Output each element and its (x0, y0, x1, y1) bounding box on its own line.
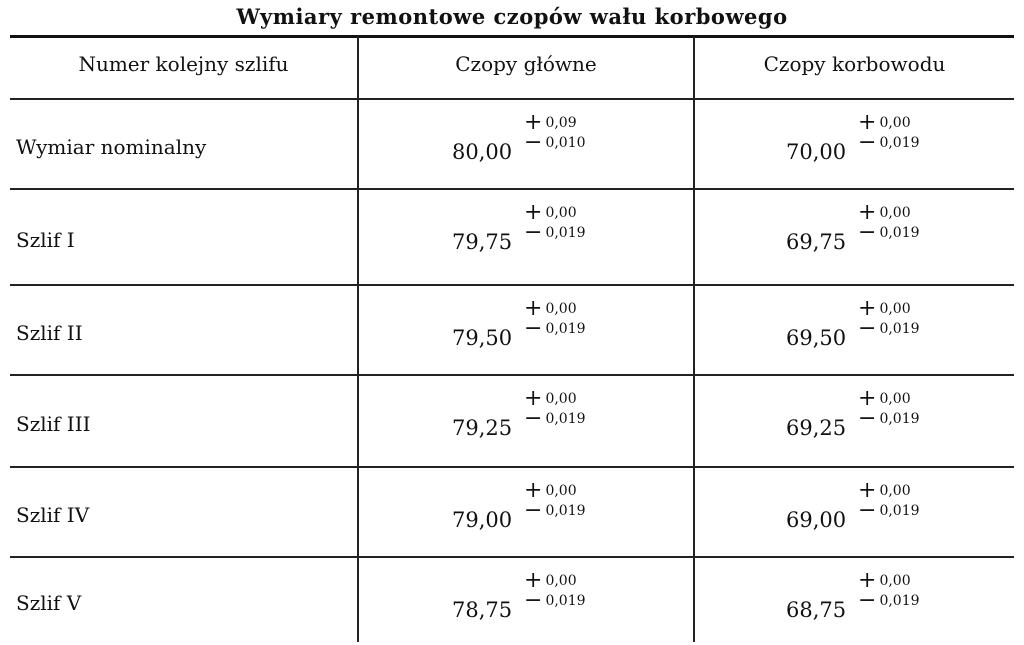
lower-tolerance-value: 0,019 (879, 135, 920, 151)
rod-journal-dimension (786, 568, 986, 632)
plus-sign: + (524, 568, 543, 593)
lower-tolerance (524, 130, 586, 155)
upper-tolerance-value: 0,00 (879, 483, 911, 499)
main-journal-dimension (452, 296, 652, 360)
lower-tolerance-value: 0,019 (879, 321, 920, 337)
upper-tolerance-value: 0,00 (545, 391, 577, 407)
lower-tolerance (524, 498, 586, 523)
minus-sign: − (858, 406, 877, 431)
row-label: Szlif IV (16, 503, 90, 527)
rod-journal-dimension (786, 478, 986, 542)
nominal-value: 79,75 (452, 230, 513, 254)
main-journal-dimension (452, 386, 652, 450)
lower-tolerance (524, 316, 586, 341)
header-grind-number: Numer kolejny szlifu (78, 52, 289, 76)
row-label: Wymiar nominalny (16, 135, 207, 159)
upper-tolerance-value: 0,00 (879, 573, 911, 589)
lower-tolerance (524, 588, 586, 613)
rod-journal-dimension (786, 296, 986, 360)
nominal-value: 79,25 (452, 416, 513, 440)
upper-tolerance-value: 0,00 (545, 205, 577, 221)
lower-tolerance-value: 0,019 (879, 225, 920, 241)
nominal-value: 79,00 (452, 508, 513, 532)
header-main-journals: Czopy główne (455, 52, 597, 76)
minus-sign: − (524, 130, 543, 155)
header-divider (10, 98, 1014, 100)
row-divider (10, 284, 1014, 286)
rod-journal-dimension (786, 200, 986, 264)
plus-sign: + (524, 296, 543, 321)
row-divider (10, 466, 1014, 468)
rod-journal-dimension (786, 110, 986, 174)
lower-tolerance-value: 0,019 (545, 225, 586, 241)
lower-tolerance-value: 0,010 (545, 135, 586, 151)
lower-tolerance-value: 0,019 (545, 503, 586, 519)
nominal-value: 69,50 (786, 326, 847, 350)
minus-sign: − (524, 316, 543, 341)
lower-tolerance (858, 406, 920, 431)
top-rule (10, 35, 1014, 38)
plus-sign: + (524, 478, 543, 503)
row-label: Szlif III (16, 412, 91, 436)
row-label: Szlif II (16, 321, 83, 345)
upper-tolerance-value: 0,00 (545, 483, 577, 499)
nominal-value: 69,00 (786, 508, 847, 532)
minus-sign: − (858, 498, 877, 523)
column-divider (357, 36, 359, 642)
main-journal-dimension (452, 478, 652, 542)
nominal-value: 68,75 (786, 598, 847, 622)
minus-sign: − (858, 220, 877, 245)
main-journal-dimension (452, 110, 652, 174)
minus-sign: − (858, 588, 877, 613)
column-divider (693, 36, 695, 642)
upper-tolerance-value: 0,00 (879, 205, 911, 221)
plus-sign: + (858, 110, 877, 135)
plus-sign: + (858, 296, 877, 321)
plus-sign: + (524, 110, 543, 135)
rod-journal-dimension (786, 386, 986, 450)
lower-tolerance (858, 130, 920, 155)
table-title: Wymiary remontowe czopów wału korbowego (236, 4, 788, 29)
minus-sign: − (858, 316, 877, 341)
lower-tolerance (858, 316, 920, 341)
minus-sign: − (524, 498, 543, 523)
row-label: Szlif I (16, 228, 75, 252)
upper-tolerance-value: 0,09 (545, 115, 577, 131)
lower-tolerance (524, 220, 586, 245)
minus-sign: − (524, 406, 543, 431)
nominal-value: 70,00 (786, 140, 847, 164)
plus-sign: + (524, 386, 543, 411)
plus-sign: + (858, 386, 877, 411)
plus-sign: + (858, 200, 877, 225)
lower-tolerance-value: 0,019 (879, 593, 920, 609)
plus-sign: + (524, 200, 543, 225)
minus-sign: − (858, 130, 877, 155)
lower-tolerance (524, 406, 586, 431)
main-journal-dimension (452, 200, 652, 264)
nominal-value: 69,75 (786, 230, 847, 254)
lower-tolerance-value: 0,019 (879, 411, 920, 427)
minus-sign: − (524, 588, 543, 613)
lower-tolerance-value: 0,019 (545, 411, 586, 427)
main-journal-dimension (452, 568, 652, 632)
upper-tolerance-value: 0,00 (879, 391, 911, 407)
row-divider (10, 556, 1014, 558)
upper-tolerance-value: 0,00 (545, 301, 577, 317)
plus-sign: + (858, 478, 877, 503)
nominal-value: 79,50 (452, 326, 513, 350)
row-label: Szlif V (16, 591, 82, 615)
lower-tolerance (858, 220, 920, 245)
upper-tolerance-value: 0,00 (879, 301, 911, 317)
lower-tolerance-value: 0,019 (879, 503, 920, 519)
plus-sign: + (858, 568, 877, 593)
row-divider (10, 374, 1014, 376)
lower-tolerance-value: 0,019 (545, 593, 586, 609)
nominal-value: 69,25 (786, 416, 847, 440)
lower-tolerance (858, 498, 920, 523)
nominal-value: 80,00 (452, 140, 513, 164)
row-divider (10, 188, 1014, 190)
header-rod-journals: Czopy korbowodu (763, 52, 946, 76)
lower-tolerance (858, 588, 920, 613)
upper-tolerance-value: 0,00 (545, 573, 577, 589)
lower-tolerance-value: 0,019 (545, 321, 586, 337)
upper-tolerance-value: 0,00 (879, 115, 911, 131)
minus-sign: − (524, 220, 543, 245)
nominal-value: 78,75 (452, 598, 513, 622)
